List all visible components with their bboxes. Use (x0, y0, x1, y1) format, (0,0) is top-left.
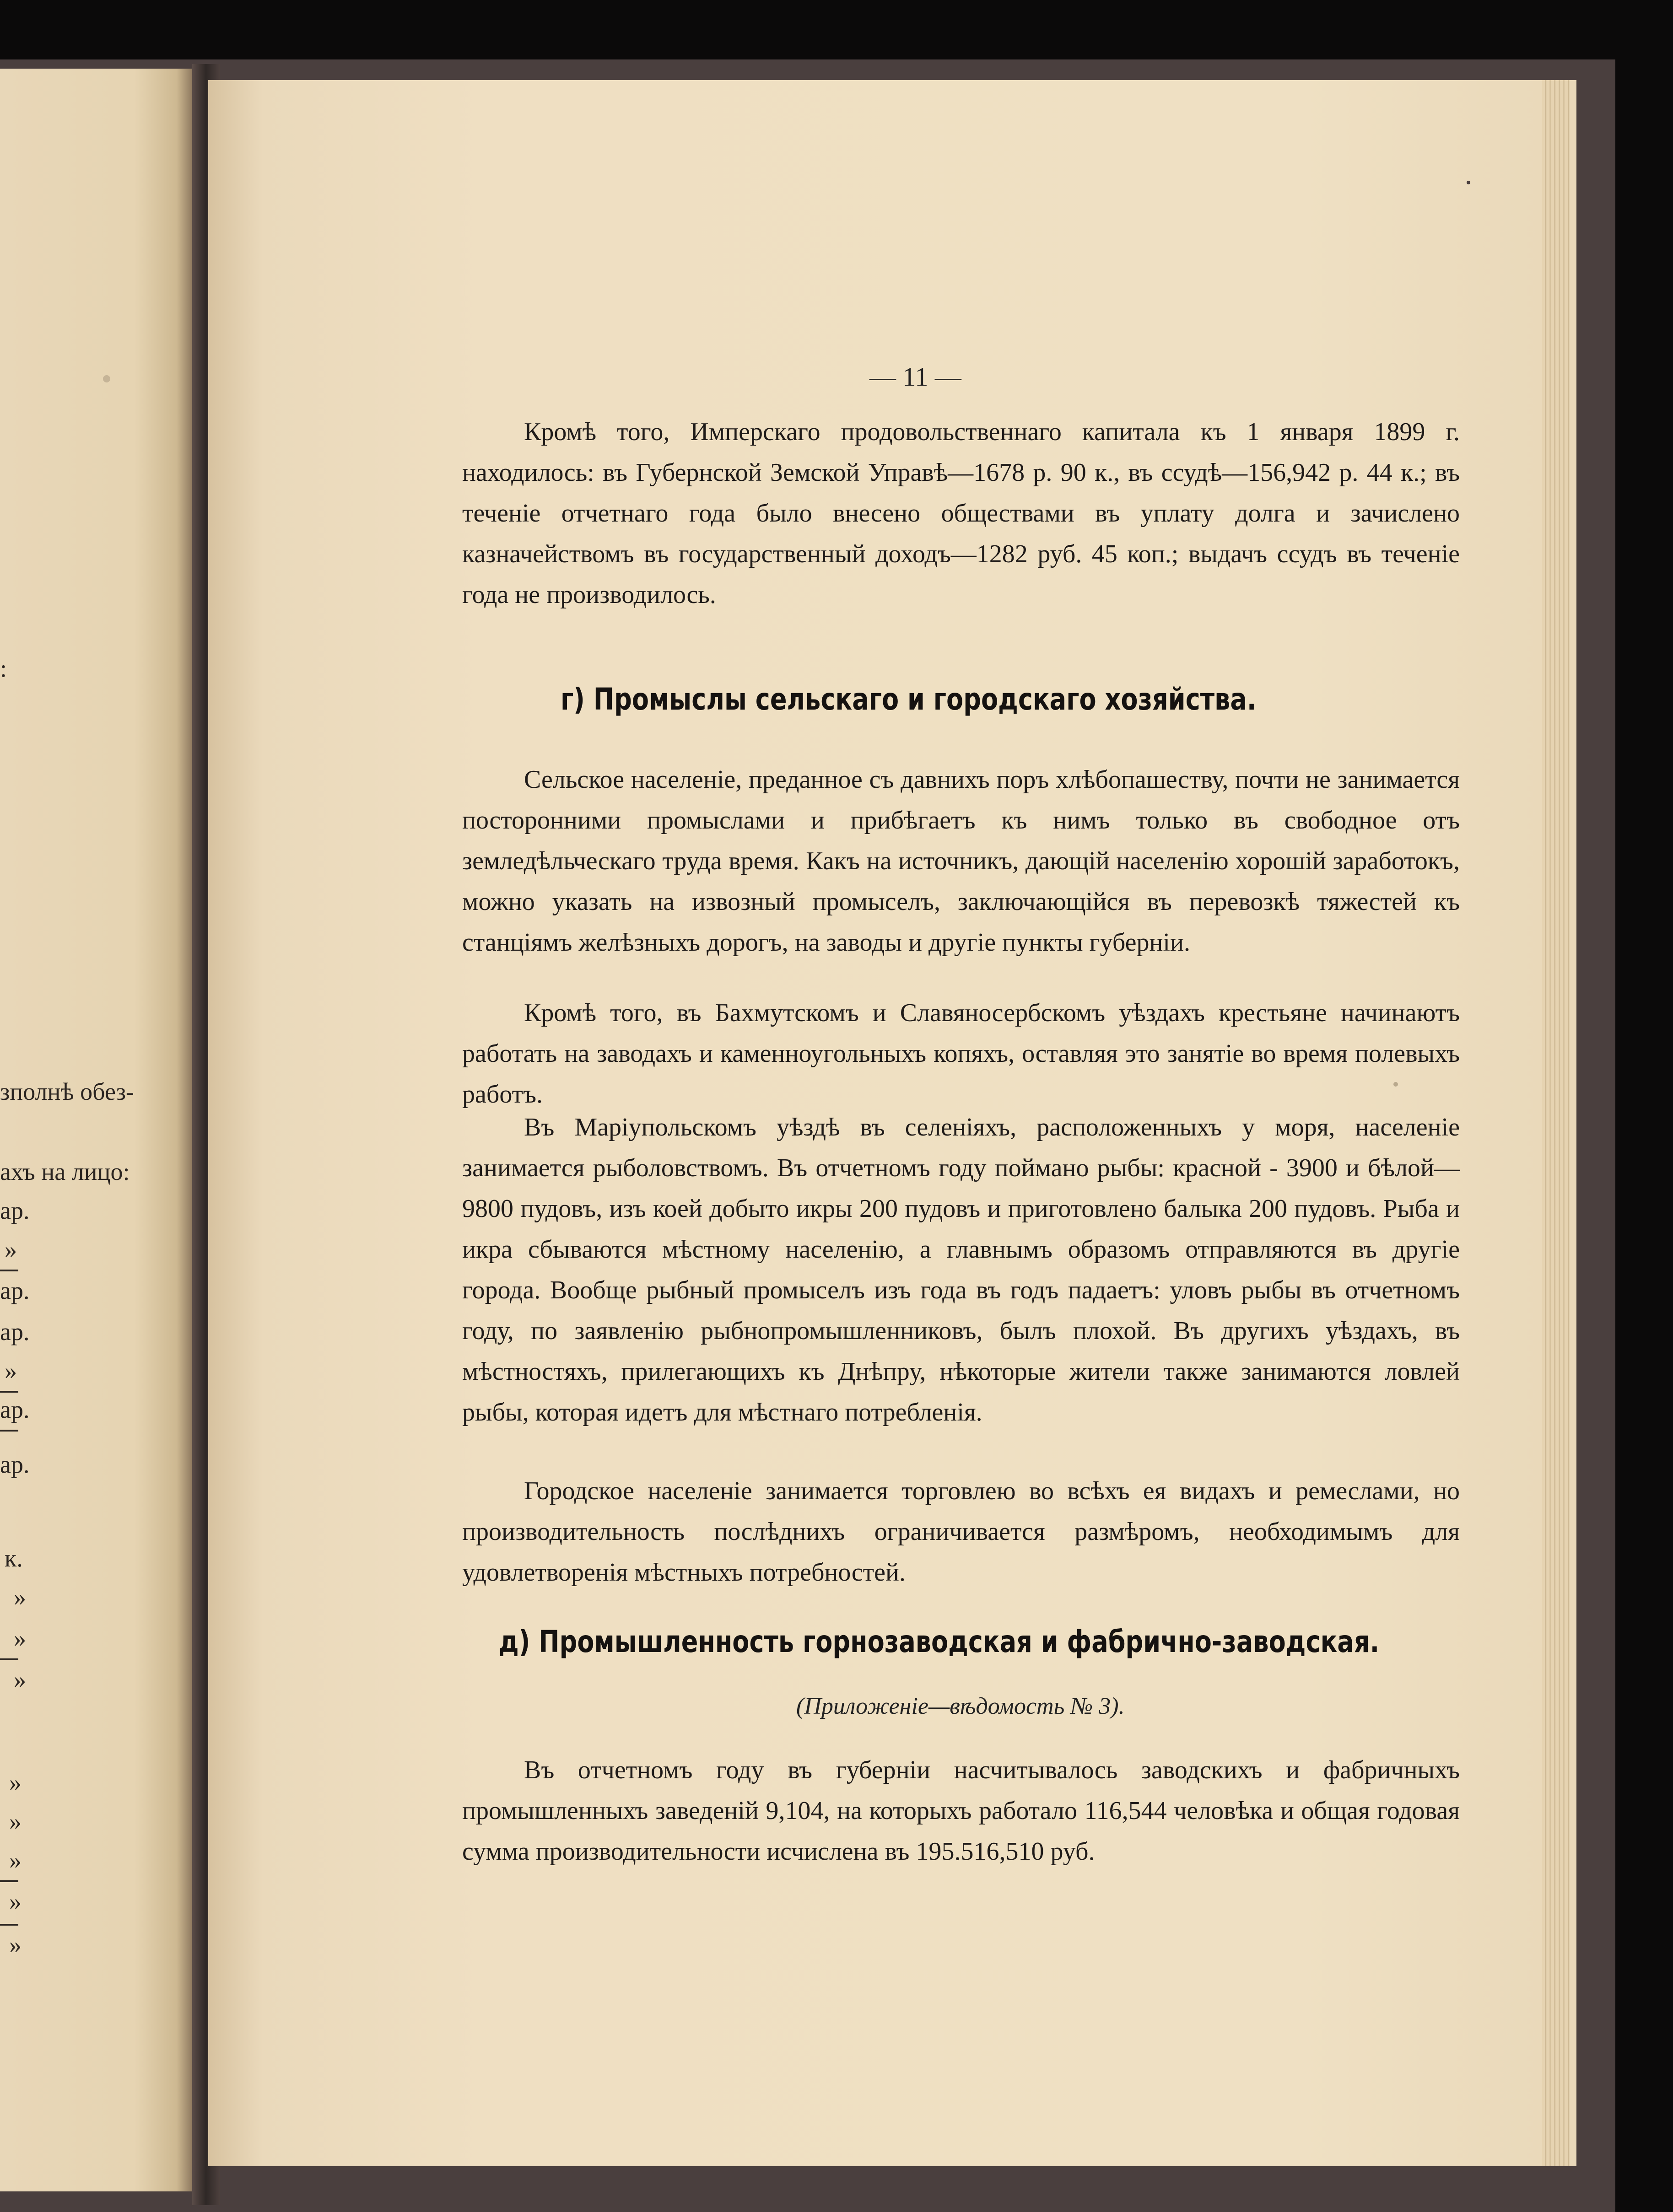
left-page-line: » (9, 1888, 22, 1915)
left-page-rule (0, 1430, 18, 1432)
left-page-line: » (9, 1846, 22, 1874)
page-edges (1542, 80, 1570, 2166)
left-page-line: ар. (0, 1451, 30, 1478)
section-heading-d: д) Промышленность горнозаводская и фабрично-заводская. (499, 1624, 1380, 1659)
left-page-line: » (9, 1769, 22, 1796)
left-page-line: » (9, 1931, 22, 1959)
left-page-rule (0, 1391, 18, 1393)
left-page-rule (0, 1924, 18, 1926)
paragraph-bakhmut: Кромѣ того, въ Бахмутскомъ и Славяносербскомъ уѣздахъ крестьяне начинаютъ работать на заводахъ и каменноугольныхъ копяхъ, оставляя это занятіе во время полевыхъ работъ. (462, 999, 1460, 1109)
left-page-line: » (9, 1808, 22, 1835)
paragraph-urban-population: Городское населеніе занимается торговлею во всѣхъ ея видахъ и ремеслами, но производительность послѣднихъ ограничивается размѣромъ, необходимымъ для удовлетворенія мѣстныхъ потребностей. (462, 1477, 1460, 1587)
paragraph-industry: Въ отчетномъ году въ губерніи насчитывалось заводскихъ и фабричныхъ промышленныхъ заведеній 9,104, на которыхъ работало 116,544 человѣка и общая годовая сумма производительности исчислена въ 195.516,510 руб. (462, 1756, 1460, 1866)
left-page-line: » (5, 1357, 17, 1384)
left-page-line: » (14, 1666, 26, 1693)
paragraph-mariupol-fishing: Въ Маріупольскомъ уѣздѣ въ селеніяхъ, расположенныхъ у моря, населеніе занимается рыболовствомъ. Въ отчетномъ году поймано рыбы: красной - 3900 и бѣлой—9800 пудовъ, изъ коей добыто икры 200 пудовъ и приготовлено балыка 200 пудовъ. Рыба и икра сбываются мѣстному населенію, а главнымъ образомъ отправляются въ другіе города. Вообще рыбный промыселъ изъ года въ годъ падаетъ: уловъ рыбы въ отчетномъ году, по заявленію рыбнопромышленниковъ, былъ плохой. Въ другихъ уѣздахъ, въ мѣстностяхъ, прилегающихъ къ Днѣпру, нѣкоторые жители также занимаются ловлей рыбы, которая идетъ для мѣстнаго потребленія. (462, 1113, 1460, 1426)
left-page-rule (0, 1658, 18, 1660)
appendix-note: (Приложеніе—вѣдомость № 3). (796, 1693, 1125, 1719)
left-page-line: » (5, 1236, 17, 1263)
paper-speck (1467, 181, 1470, 184)
left-page-line: ар. (0, 1318, 30, 1345)
paper-speck (103, 375, 110, 382)
left-page-line: » (14, 1583, 26, 1611)
paragraph-rural-population: Сельское населеніе, преданное съ давнихъ поръ хлѣбопашеству, почти не занимается посторонними промыслами и прибѣгаетъ къ нимъ только въ свободное отъ земледѣльческаго труда время. Какъ на источникъ, дающій населенію хорошій заработокъ, можно указать на извозный промыселъ, заключающійся въ перевозкѣ тяжестей къ станціямъ желѣзныхъ дорогъ, на заводы и другіе пункты губерніи. (462, 765, 1460, 957)
page-number: — 11 — (869, 362, 961, 392)
left-page-line: ар. (0, 1277, 30, 1304)
left-page (0, 69, 192, 2191)
left-page-line: » (14, 1625, 26, 1652)
section-heading-g: г) Промыслы сельскаго и городскаго хозяйства. (561, 682, 1257, 717)
left-page-rule (0, 1880, 18, 1882)
left-page-rule (0, 1270, 18, 1271)
left-page-line: ахъ на лицо: (0, 1158, 130, 1185)
left-page-line: к. (5, 1545, 23, 1572)
paragraph-imperial-capital: Кромѣ того, Имперскаго продовольственнаго капитала къ 1 января 1899 г. находилось: въ Губернской Земской Управѣ—1678 р. 90 к., въ ссудѣ—156,942 р. 44 к.; въ теченіе отчетнаго года было внесено обществами въ уплату долга и зачислено казначействомъ въ государственный доходъ—1282 руб. 45 коп.; выдачъ ссудъ въ теченіе года не производилось. (462, 418, 1460, 609)
left-page-line: : (0, 655, 7, 682)
left-page-line: ар. (0, 1396, 30, 1423)
paper-speck (1393, 1082, 1398, 1087)
left-page-line: зполнѣ обез- (0, 1078, 134, 1105)
left-page-line: ар. (0, 1197, 30, 1224)
